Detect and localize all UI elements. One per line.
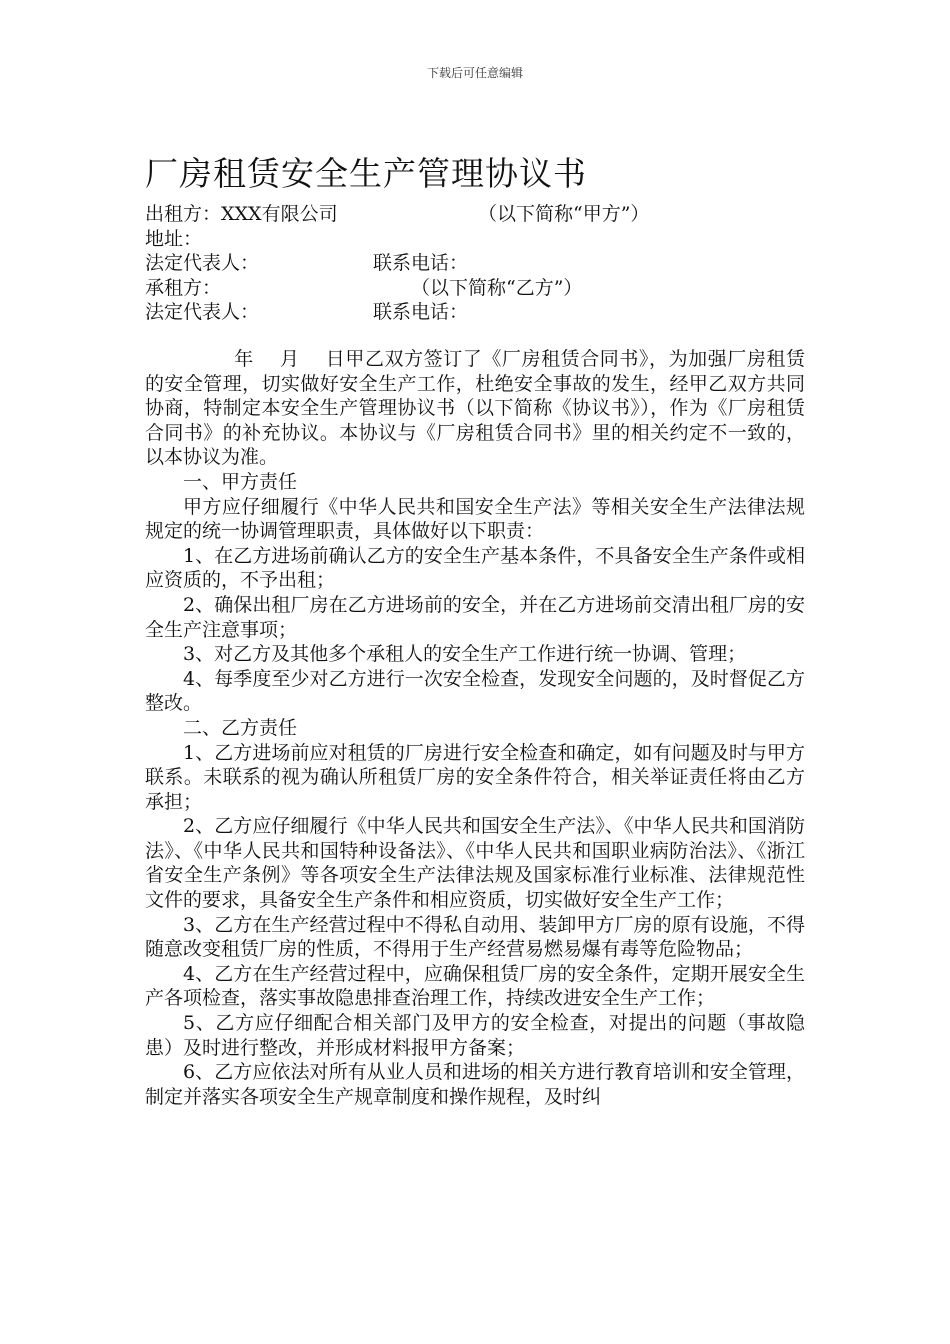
lessee-line xyxy=(145,276,805,301)
lessee-representative-line xyxy=(145,300,805,325)
address-label: 地址： xyxy=(145,227,203,250)
party-b-clause-4: 4、乙方在生产经营过程中，应确保租赁厂房的安全条件，定期开展安全生产各项检查，落实事故隐患排查治理工作，持续改进安全生产工作； xyxy=(145,962,805,1010)
party-b-clause-1: 1、乙方进场前应对租赁的厂房进行安全检查和确定，如有问题及时与甲方联系。未联系的视为确认所租赁厂房的安全条件符合，相关举证责任将由乙方承担； xyxy=(145,741,805,813)
party-b-clause-3: 3、乙方在生产经营过程中不得私自动用、装卸甲方厂房的原有设施，不得随意改变租赁厂房的性质，不得用于生产经营易燃易爆有毒等危险物品； xyxy=(145,913,805,961)
section-heading-party-a: 一、甲方责任 xyxy=(183,470,298,493)
agreement-body xyxy=(145,347,805,1109)
lessor-alias: （以下简称“甲方”） xyxy=(478,203,650,225)
intro-paragraph: 年 月 日甲乙双方签订了《厂房租赁合同书》，为加强厂房租赁的安全管理，切实做好安全生产工作，杜绝安全事故的发生，经甲乙双方共同协商，特制定本安全生产管理协议书（以下简称《协议书》），作为《厂房租赁合同书》的补充协议。本协议与《厂房租赁合同书》里的相关约定不一致的，以本协议为准。 xyxy=(145,348,805,469)
party-a-clause-2: 2、确保出租厂房在乙方进场前的安全，并在乙方进场前交清出租厂房的安全生产注意事项； xyxy=(145,593,805,641)
header-note: 下载后可任意编辑 xyxy=(426,66,523,80)
party-b-clause-6: 6、乙方应依法对所有从业人员和进场的相关方进行教育培训和安全管理，制定并落实各项安全生产规章制度和操作规程，及时纠 xyxy=(145,1061,805,1108)
lessee-phone-label: 联系电话： xyxy=(373,301,469,324)
lessor-label: 出租方：XXX有限公司 xyxy=(145,203,338,225)
party-b-clause-5: 5、乙方应仔细配合相关部门及甲方的安全检查，对提出的问题（事故隐患）及时进行整改，并形成材料报甲方备案； xyxy=(145,1012,805,1059)
document-title: 厂房租赁安全生产管理协议书 xyxy=(145,154,587,193)
party-info-block xyxy=(145,202,805,325)
lessor-representative-line xyxy=(145,251,805,276)
lessee-representative-label: 法定代表人： xyxy=(145,301,260,324)
lessee-label: 承租方： xyxy=(145,276,222,299)
address-line xyxy=(145,227,805,252)
party-a-clause-4: 4、每季度至少对乙方进行一次安全检查，发现安全问题的，及时督促乙方整改。 xyxy=(145,667,805,715)
lessor-phone-label: 联系电话： xyxy=(373,252,469,275)
party-a-intro-paragraph: 甲方应仔细履行《中华人民共和国安全生产法》等相关安全生产法律法规规定的统一协调管理职责，具体做好以下职责： xyxy=(145,495,805,543)
party-a-clause-3: 3、对乙方及其他多个承租人的安全生产工作进行统一协调、管理； xyxy=(183,643,747,666)
lessor-line xyxy=(145,202,805,227)
lessee-alias: （以下简称“乙方”） xyxy=(411,276,583,299)
section-heading-party-b: 二、乙方责任 xyxy=(183,716,298,739)
lessor-representative-label: 法定代表人： xyxy=(145,252,260,275)
party-b-clause-2: 2、乙方应仔细履行《中华人民共和国安全生产法》、《中华人民共和国消防法》、《中华人民共和国特种设备法》、《中华人民共和国职业病防治法》、《浙江省安全生产条例》等各项安全生产法律法规及国家标准行业标准、法律规范性文件的要求，具备安全生产条件和相应资质，切实做好安全生产工作； xyxy=(145,815,805,912)
party-a-clause-1: 1、在乙方进场前确认乙方的安全生产基本条件，不具备安全生产条件或相应资质的，不予出租； xyxy=(145,544,805,592)
